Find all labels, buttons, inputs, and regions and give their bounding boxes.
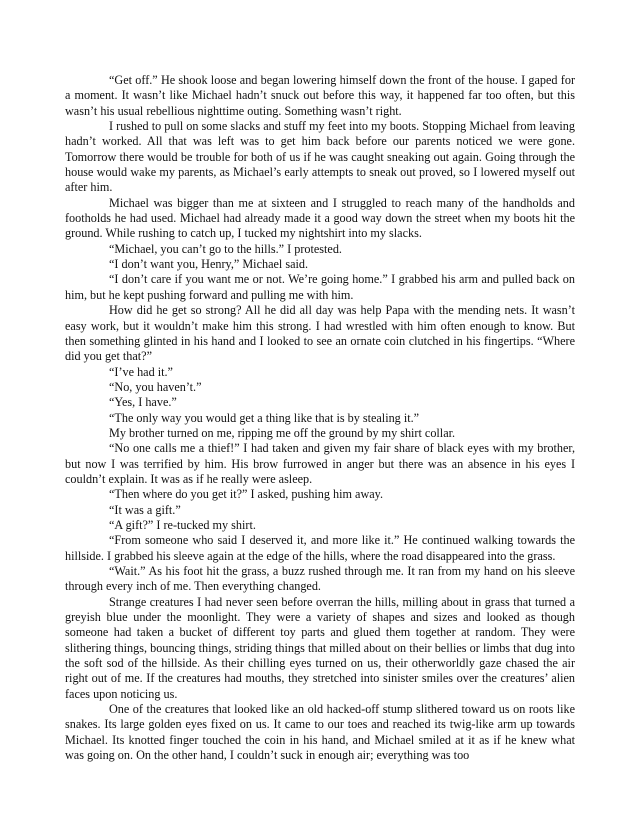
paragraph-12: My brother turned on me, ripping me off the ground by my shirt collar. [109,425,456,440]
paragraph-5: “I don’t want you, Henry,” Michael said. [109,257,309,272]
paragraph-18: “Wait.” As his foot hit the grass, a buzz rushed through me. It ran from my hand on his sleeve through every inch of me. Then everything changed. [65,564,575,594]
paragraph-15: “It was a gift.” [109,502,181,517]
paragraph-6: “I don’t care if you want me or not. We’re going home.” I grabbed his arm and pulled back on him, but he kept pushing forward and pulling me with him. [65,272,575,302]
paragraph-14: “Then where do you get it?” I asked, pushing him away. [109,487,384,502]
paragraph-19: Strange creatures I had never seen before overran the hills, milling about in grass that turned a greyish blue under the moonlight. They were a variety of shapes and sizes and looked as though someone had taken a bucket of different toy parts and glued them together at random. They were slithering things, bouncing things, striding things that milled about on their bellies or limbs that dug into the soft sod of the hillside. As their chilling eyes turned on us, their otherworldly gaze chased the air right out of me. If the creatures had mouths, they stretched into sinister smiles over the creatures’ alien faces upon noticing us. [65,594,575,701]
paragraph-10: “Yes, I have.” [109,395,177,410]
paragraph-11: “The only way you would get a thing like that is by stealing it.” [109,410,420,425]
paragraph-16: “A gift?” I re-tucked my shirt. [109,517,256,532]
paragraph-9: “No, you haven’t.” [109,379,202,394]
paragraph-17: “From someone who said I deserved it, and more like it.” He continued walking towards the hillside. I grabbed his sleeve again at the edge of the hills, where the road disappeared into the grass. [65,533,575,563]
paragraph-7: How did he get so strong? All he did all day was help Papa with the mending nets. It wasn’t easy work, but it wouldn’t make him this strong. I had wrestled with him often enough to know. But then something glinted in his hand and I looked to see an ornate coin clutched in his fingertips. “Where did you get that?” [65,303,575,364]
paragraph-4: “Michael, you can’t go to the hills.” I protested. [109,241,342,256]
paragraph-8: “I’ve had it.” [109,364,173,379]
paragraph-13: “No one calls me a thief!” I had taken and given my fair share of black eyes with my brother, but now I was terrified by him. His brow furrowed in anger but there was an absence in his eyes I couldn’t explain. It was as if he really were asleep. [65,441,575,486]
paragraph-3: Michael was bigger than me at sixteen and I struggled to reach many of the handholds and footholds he had used. Michael had already made it a good way down the street when my boots hit the ground. While rushing to catch up, I tucked my nightshirt into my slacks. [65,195,575,241]
body-text [65,73,575,763]
paragraph-2: I rushed to pull on some slacks and stuff my feet into my boots. Stopping Michael from leaving hadn’t worked. All that was left was to get him back before our parents noticed we were gone. Tomorrow there would be trouble for both of us if he was caught sneaking out again. Going through the house would wake my parents, as Michael’s early attempts to sneak out proved, so I lowered myself out after him. [65,119,575,195]
paragraph-1: “Get off.” He shook loose and began lowering himself down the front of the house. I gaped for a moment. It wasn’t like Michael hadn’t snuck out before this way, it happened far too often, but this wasn’t his usual rebellious nighttime outing. Something wasn’t right. [65,73,575,118]
paragraph-20: One of the creatures that looked like an old hacked-off stump slithered toward us on roots like snakes. Its large golden eyes fixed on us. It came to our toes and reached its twig-like arm up towards Michael. Its knotted finger touched the coin in his hand, and Michael smiled at it as if he knew what was going on. On the other hand, I couldn’t suck in enough air; everything was too [65,702,575,763]
